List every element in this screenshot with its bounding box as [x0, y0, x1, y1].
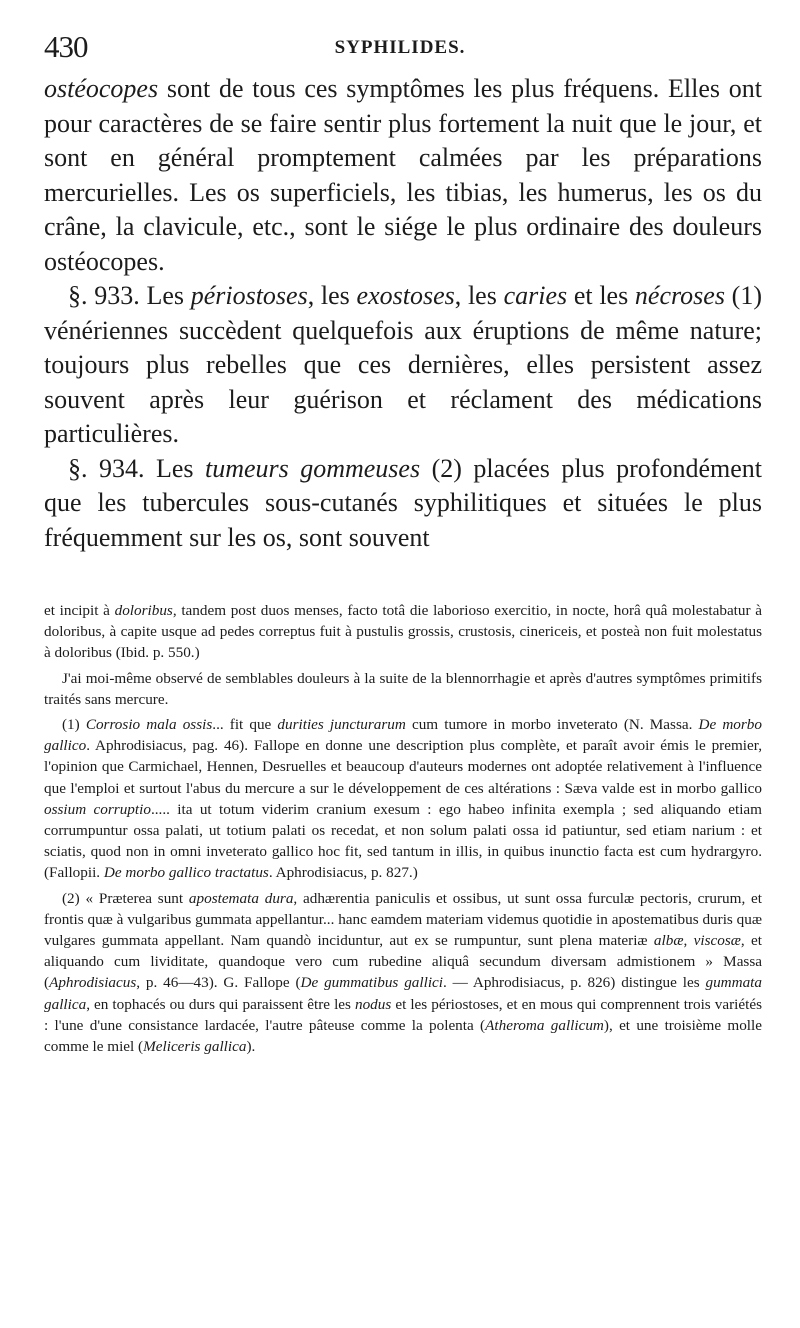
- footnote-1: (1) Corrosio mala ossis... fit que durities juncturarum cum tumore in morbo inveterato (N. Massa. De morbo gallico. Aphrodisiacus, pag. 46). Fallope en donne une description plus complète, et paraît avoir émis le premier, l'opinion que Carmichael, Hennen, Desruelles et beaucoup d'auteurs modernes ont adoptée relativement à l'influence que l'emploi et surtout l'abus du mercure a sur le développement de ces altérations : Sæva valde est in morbo gallico ossium corruptio..... ita ut totum viderim cranium exesum : ego habeo infinita exempla ; sed aliquando etiam corrumpuntur ossa palati, ut totium palati os recedat, et non solum palati ossa id patiuntur, sed etiam narium : et sciatis, quod non in omni inveterato gallico hoc fit, sed tantum in illis, in quibus inunctio facta est cum hydrargyro. (Fallopii. De morbo gallico tractatus. Aphrodisiacus, p. 827.): [44, 716, 762, 882]
- running-title: SYPHILIDES.: [334, 37, 466, 58]
- term-necroses: nécroses: [634, 281, 725, 310]
- term-osteocopes: ostéocopes: [44, 74, 159, 103]
- term-caries: caries: [503, 281, 568, 310]
- footnote-observation: J'ai moi-même observé de semblables douleurs à la suite de la blennorrhagie et après d'autres symptômes primitifs traités sans mercure.: [44, 669, 762, 708]
- page-number: 430: [44, 29, 88, 64]
- footnote-continued: et incipit à doloribus, tandem post duos menses, facto totâ die laborioso exercitio, in nocte, horâ quâ molestabatur à doloribus, à capite usque ad pedes correptus fuit à pustulis grossis, crustosis, cinericeis, et posteà non fuit molestatus à doloribus (Ibid. p. 550.): [44, 602, 762, 662]
- paragraph-933: §. 933. Les périostoses, les exostoses, les caries et les nécroses (1) vénériennes succèdent quelquefois aux éruptions de même nature; toujours plus rebelles que ces dernières, elles persistent assez souvent après leur guérison et réclament des médications particulières.: [44, 281, 762, 448]
- paragraph-osteocopes: ostéocopes sont de tous ces symptômes les plus fréquens. Elles ont pour caractères de se faire sentir plus fortement la nuit que le jour, et sont en général promptement calmées par les préparations mercurielles. Les os superficiels, les tibias, les humerus, les os du crâne, la clavicule, etc., sont le siége le plus ordinaire des douleurs ostéocopes.: [44, 74, 762, 276]
- paragraph-934: §. 934. Les tumeurs gommeuses (2) placées plus profondément que les tubercules sous-cutanés syphilitiques et situées le plus fréquemment sur les os, sont souvent: [44, 453, 762, 552]
- footnotes: [44, 600, 762, 1057]
- running-head: [44, 28, 756, 68]
- footnote-2: (2) « Præterea sunt apostemata dura, adhærentia paniculis et ossibus, ut sunt ossa furculæ pectoris, crurum, et frontis quæ à vulgaribus gummata appellantur... hanc eamdem materiam videmus quotidie in apostematibus duris quæ vulgares gummata appellant. Nam quandò inciduntur, aut ex se rumpuntur, sunt plena materiæ albæ, viscosæ, et aliquando cum lividitate, quandoque vero cum rubedine aliquâ secundum diversam admistionem » Massa (Aphrodisiacus, p. 46—43). G. Fallope (De gummatibus gallici. — Aphrodisiacus, p. 826) distingue les gummata gallica, en tophacés ou durs qui paraissent être les nodus et les périostoses, et en mous qui comprennent trois variétés : l'une d'une consistance lardacée, l'autre pâteuse comme la polenta (Atheroma gallicum), et une troisième molle comme le miel (Meliceris gallica).: [44, 889, 762, 1056]
- main-text: [44, 72, 762, 555]
- term-periostoses: périostoses: [190, 281, 308, 310]
- term-exostoses: exostoses: [356, 281, 455, 310]
- term-tumeurs-gommeuses: tumeurs gommeuses: [204, 453, 421, 483]
